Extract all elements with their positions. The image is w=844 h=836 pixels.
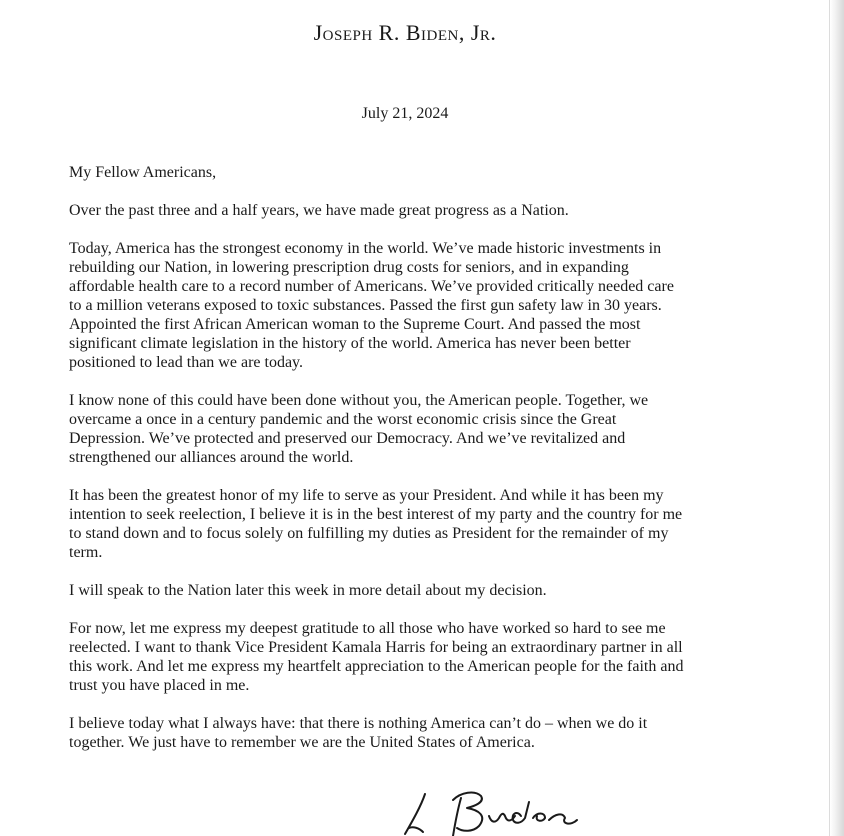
text-line: to stand down and to focus solely on fulfilling my duties as President for the remainder of my <box>69 525 669 542</box>
text-line: Depression. We’ve protected and preserved our Democracy. And we’ve revitalized and <box>69 430 626 447</box>
paragraph-6 <box>69 619 749 695</box>
text-line: For now, let me express my deepest gratitude to all those who have worked so hard to see me <box>69 620 666 637</box>
text-line: term. <box>69 544 103 561</box>
text-line: to a million veterans exposed to toxic substances. Passed the first gun safety law in 30 years. <box>69 297 662 314</box>
text-line: affordable health care to a record number of Americans. We’ve provided critically needed care <box>69 278 674 295</box>
text-line: intention to seek reelection, I believe it is in the best interest of my party and the country for me <box>69 506 683 523</box>
handwritten-signature <box>395 782 595 836</box>
text-line: Appointed the first African American woman to the Supreme Court. And passed the most <box>69 316 641 333</box>
text-line: significant climate legislation in the history of the world. America has never been better <box>69 335 631 352</box>
text-line: It has been the greatest honor of my life to serve as your President. And while it has been my <box>69 487 664 504</box>
paragraph-5 <box>69 581 749 600</box>
paragraph-4 <box>69 486 749 562</box>
text-line: I believe today what I always have: that there is nothing America can’t do – when we do it <box>69 715 648 732</box>
paragraph-7 <box>69 714 749 752</box>
salutation <box>69 163 749 182</box>
letter-date: July 21, 2024 <box>361 105 449 122</box>
text-line: I know none of this could have been done without you, the American people. Together, we <box>69 392 649 409</box>
paragraph-3 <box>69 391 749 467</box>
salutation-line: My Fellow Americans, <box>69 164 217 181</box>
page-edge-shadow <box>829 0 844 836</box>
text-line: trust you have placed in me. <box>69 677 250 694</box>
text-line: rebuilding our Nation, in lowering prescription drug costs for seniors, and in expanding <box>69 259 629 276</box>
letter-body <box>69 163 749 771</box>
letterhead: Joseph R. Biden, Jr. <box>313 20 497 45</box>
text-line: strengthened our alliances around the world. <box>69 449 354 466</box>
text-line: positioned to lead than we are today. <box>69 354 303 371</box>
text-line: reelected. I want to thank Vice President Kamala Harris for being an extraordinary partner in all <box>69 639 683 656</box>
text-line: Over the past three and a half years, we have made great progress as a Nation. <box>69 202 569 219</box>
text-line: together. We just have to remember we are the United States of America. <box>69 734 535 751</box>
text-line: Today, America has the strongest economy in the world. We’ve made historic investments in <box>69 240 662 257</box>
paragraph-1 <box>69 201 749 220</box>
text-line: overcame a once in a century pandemic and the worst economic crisis since the Great <box>69 411 617 428</box>
text-line: I will speak to the Nation later this week in more detail about my decision. <box>69 582 547 599</box>
text-line: this work. And let me express my heartfelt appreciation to the American people for the faith and <box>69 658 684 675</box>
paragraph-2 <box>69 239 749 372</box>
